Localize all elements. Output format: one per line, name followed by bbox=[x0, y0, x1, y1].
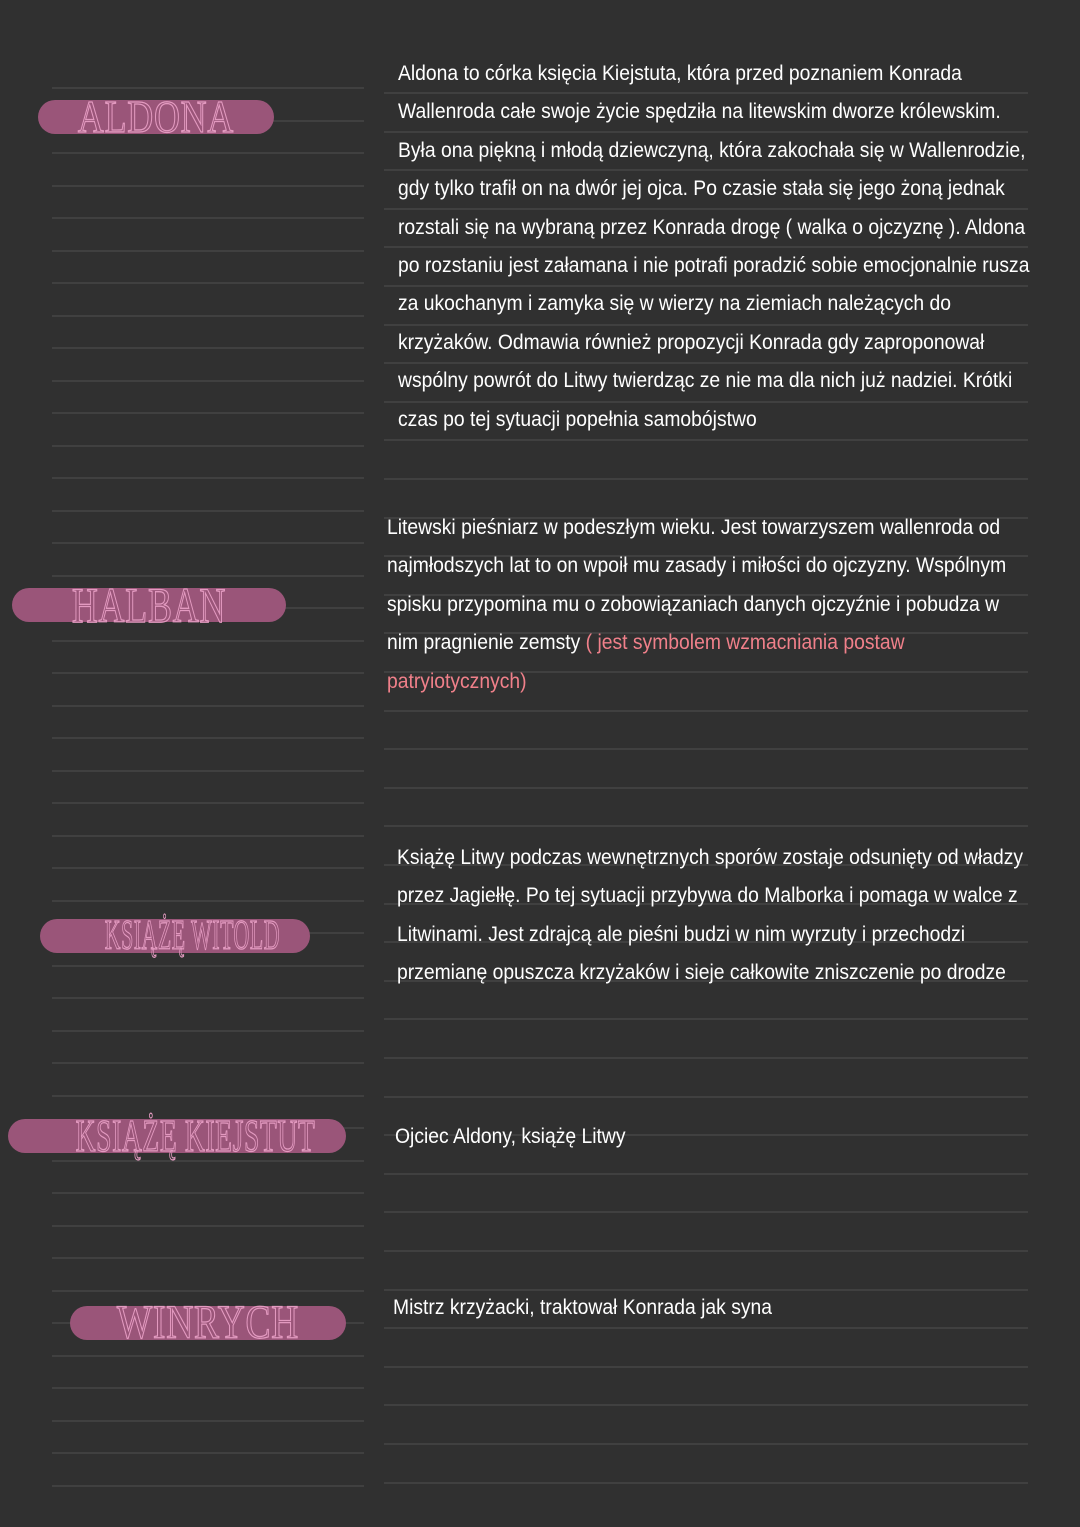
name-tag-witold bbox=[40, 913, 310, 959]
name-tag-kiejstut bbox=[8, 1110, 346, 1161]
accent-note: ( jest symbolem wzmacniania postaw patryiotycznych) bbox=[387, 631, 905, 693]
description-kiejstut: Ojciec Aldony, książę Litwy bbox=[395, 1125, 626, 1148]
description-text: Litewski pieśniarz w podeszłym wieku. Jest towarzyszem wallenroda od najmłodszych lat to on wpoił mu zasady i miłości do ojczyzny. Wspólnym spisku przypomina mu o zobowiązaniach danych ojczyźnie i pobudza w nim pragnienie zemsty bbox=[387, 516, 1007, 655]
description-winrych: Mistrz krzyżacki, traktował Konrada jak syna bbox=[393, 1296, 773, 1319]
character-name-halban: HALBAN bbox=[71, 577, 227, 633]
character-name-kiejstut: KSIĄŻĘ KIEJSTUT bbox=[75, 1110, 316, 1161]
description-aldona: Aldona to córka księcia Kiejstuta, która przed poznaniem Konrada Wallenroda całe swoje życie spędziła na litewskim dworze królewskim. Była ona piękną i młodą dziewczyną, która zakochała się w Wallenrodzie, gdy tylko trafił on na dwór jej ojca. Po czasie stała się jego żoną jednak rozstali się na wybraną przez Konrada drogę ( walka o ojczyznę ). Aldona po rozstaniu jest załamana i nie potrafi poradzić sobie emocjonalnie rusza za ukochanym i zamyka się w wierzy na ziemiach należących do krzyżaków. Odmawia również propozycji Konrada gdy zaproponował wspólny powrót do Litwy twierdząc ze nie ma dla nich już nadziei. Krótki czas po tej sytuacji popełnia samobójstwo bbox=[398, 62, 1030, 431]
description-witold: Książę Litwy podczas wewnętrznych sporów zostaje odsunięty od władzy przez Jagiełłę. Po tej sytuacji przybywa do Malborka i pomaga w walce z Litwinami. Jest zdrajcą ale pieśni budzi w nim wyrzuty i przechodzi przemianę opuszcza krzyżaków i sieje całkowite zniszczenie po drodze bbox=[397, 846, 1024, 985]
description-halban bbox=[387, 509, 1031, 701]
character-name-aldona: ALDONA bbox=[77, 91, 235, 142]
name-tag-halban bbox=[12, 577, 286, 633]
name-tag-aldona bbox=[38, 91, 274, 142]
character-name-winrych: WINRYCH bbox=[116, 1296, 300, 1349]
name-tag-winrych bbox=[70, 1296, 346, 1349]
character-name-witold: KSIĄŻĘ WITOLD bbox=[104, 913, 280, 959]
